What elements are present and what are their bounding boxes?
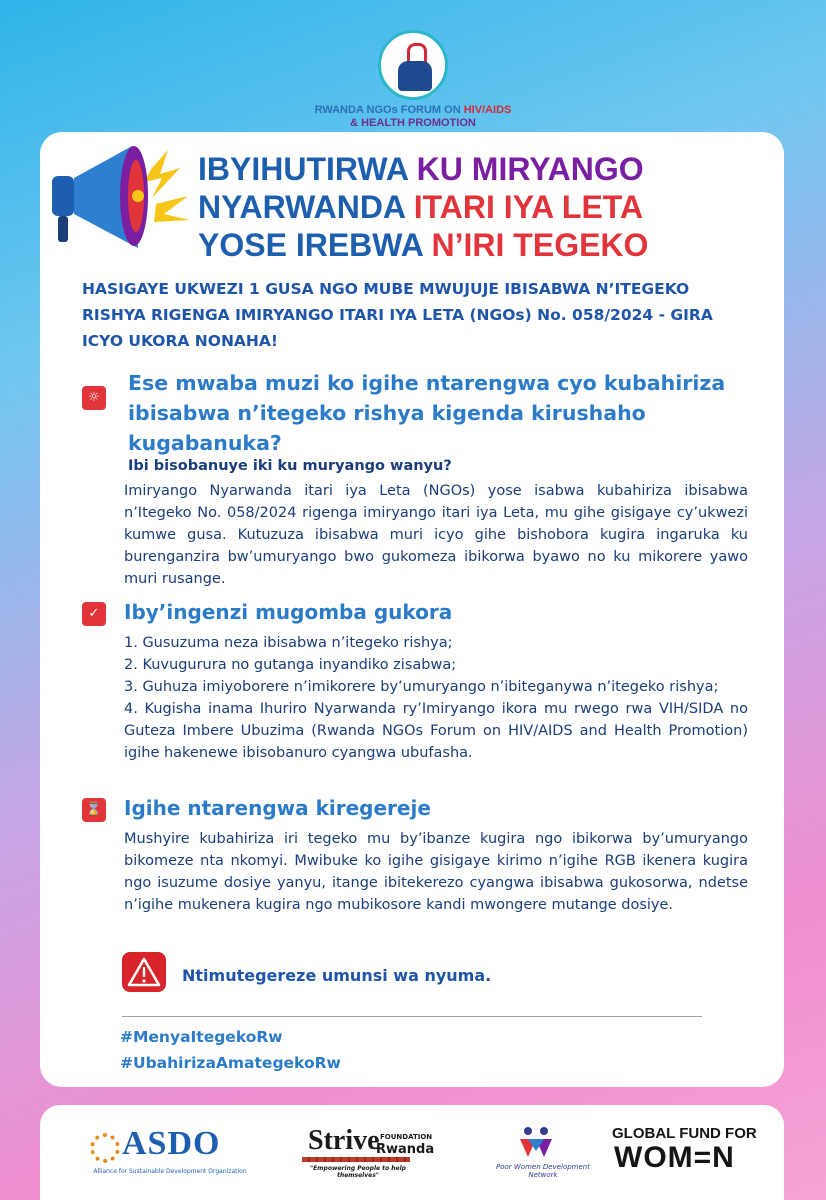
asdo-logo-icon <box>90 1133 120 1163</box>
partner-logos <box>40 1105 784 1200</box>
header <box>0 0 826 135</box>
warning-icon <box>122 952 166 992</box>
list-item: 3. Guhuza imiyoborere n’imikorere by’umuryango n’ibiteganywa n’itegeko rishya; <box>124 679 719 695</box>
strive-foundation-text: FOUNDATION <box>380 1133 433 1141</box>
org-name-line2: & HEALTH PROMOTION <box>350 117 476 129</box>
title-line-2 <box>198 188 758 226</box>
title-word: LETA <box>561 189 644 225</box>
subtitle: HASIGAYE UKWEZI 1 GUSA NGO MUBE MWUJUJE IBISABWA N’ITEGEKO RISHYA RIGENGA IMIRYANGO ITARI IYA LETA (NGOs) No. 058/2024 - GIRA ICYO UKORA NONAHA! <box>82 280 713 350</box>
people-icon <box>398 61 432 91</box>
strive-brick-bar <box>302 1157 410 1162</box>
list-item: 1. Gusuzuma neza ibisabwa n’itegeko rishya; <box>124 635 453 651</box>
gfw-logo-line2: WOM=N <box>614 1141 735 1174</box>
main-card <box>40 132 784 1087</box>
gfw-logo-line1: GLOBAL FUND FOR <box>612 1125 757 1142</box>
list-item: 2. Kuvugurura no gutanga inyandiko zisabwa; <box>124 657 457 673</box>
section3-body: Mushyire kubahiriza iri tegeko mu by’ibanze kugira ngo ibikorwa by’umuryango bikomeze nta nkomyi. Mwibuke ko igihe gisigaye kirimo n’igihe RGB ikenera kugira ngo isuzume dosiye yanyu, itange ibitekerezo cyangwa ibisabwa gukosorwa, ndetse n’igihe mukenera kugira ngo mubikosore kandi mwongere mutange dosiye. <box>124 831 748 913</box>
list-item: 4. Kugisha inama Ihuriro Nyarwanda ry’Imiryango ikora mu rwego rwa VIH/SIDA no Guteza Imbere Ubuzima (Rwanda NGOs Forum on HIV/AIDS and Health Promotion) igihe hakenewe ibisobanuro cyangwa ubufasha. <box>124 701 748 761</box>
title-word: MIRYANGO <box>471 151 644 187</box>
lightbulb-icon: ☼ <box>82 386 106 410</box>
page-title <box>198 150 758 264</box>
section1-body: Imiryango Nyarwanda itari iya Leta (NGOs) yose isabwa kubahiriza ibisabwa n’Itegeko No. 058/2024 rigenga imiryango itari iya Leta, mu gihe gisigaye cy’ukwezi kumwe gusa. Kutuzuza ibisabwa muri icyo gihe bishobora kugira ingaruka ku burenganzira bw’umuryango bwo gukomeza ibikorwa byawo no ku mikorere yawo muri rusange. <box>124 483 748 587</box>
hourglass-icon: ⌛ <box>82 798 106 822</box>
org-name-line1 <box>0 104 826 116</box>
pwdn-logo-text: Poor Women Development Network <box>495 1163 590 1179</box>
divider <box>122 1016 702 1017</box>
title-word: NYARWANDA <box>198 189 414 225</box>
org-name-text: RWANDA NGOs FORUM ON <box>314 104 464 116</box>
warning-text: Ntimutegereze umunsi wa nyuma. <box>182 966 492 985</box>
pwdn-logo-icon <box>516 1123 556 1159</box>
strive-rwanda-text: Rwanda <box>376 1142 435 1157</box>
title-line-3 <box>198 226 758 264</box>
hashtag: #UbahirizaAmategekoRw <box>120 1054 341 1072</box>
forum-logo <box>378 30 448 100</box>
megaphone-icon <box>40 132 220 262</box>
title-word: KU <box>416 151 472 187</box>
strive-tagline: "Empowering People to help themselves" <box>310 1165 406 1179</box>
asdo-tagline: Alliance for Sustainable Development Organization <box>93 1168 247 1175</box>
title-word: IBYIHUTIRWA <box>198 151 417 187</box>
strive-logo-text: Strive <box>308 1125 380 1156</box>
section2-list <box>124 632 748 764</box>
org-name-highlight: HIV/AIDS <box>463 104 512 116</box>
title-word: TEGEKO <box>513 227 649 263</box>
title-word: YOSE IREBWA <box>198 227 432 263</box>
title-word: N’IRI <box>431 227 514 263</box>
section3-heading: Igihe ntarengwa kiregereje <box>124 796 431 820</box>
asdo-logo-text: ASDO <box>122 1125 221 1162</box>
title-word: ITARI IYA <box>413 189 562 225</box>
hashtag: #MenyaItegekoRw <box>120 1028 283 1046</box>
checklist-icon: ✓ <box>82 602 106 626</box>
section2-heading: Iby’ingenzi mugomba gukora <box>124 600 453 624</box>
section1-question: Ese mwaba muzi ko igihe ntarengwa cyo kubahiriza ibisabwa n’itegeko rishya kigenda kirushaho kugabanuka? <box>128 371 726 455</box>
section1-subheading: Ibi bisobanuye iki ku muryango wanyu? <box>128 458 452 474</box>
title-line-1 <box>198 150 758 188</box>
